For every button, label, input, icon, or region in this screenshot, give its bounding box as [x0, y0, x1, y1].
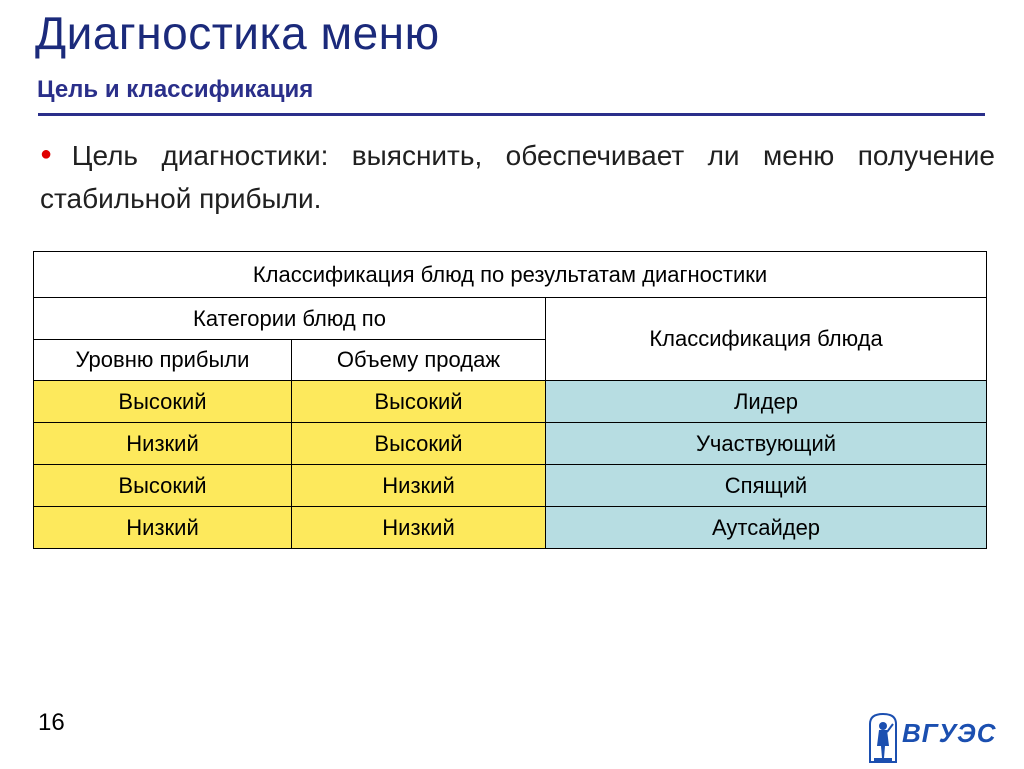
class-cell: Аутсайдер [546, 507, 987, 549]
class-cell: Спящий [546, 465, 987, 507]
bullet-dot-icon: ● [40, 143, 68, 165]
group-header: Категории блюд по [34, 298, 546, 340]
table-row [34, 423, 987, 465]
profit-cell: Высокий [34, 465, 292, 507]
volume-cell: Высокий [292, 381, 546, 423]
logo-text: ВГУЭС [902, 718, 997, 748]
page-subtitle: Цель и классификация [37, 76, 314, 103]
volume-header: Объему продаж [292, 340, 546, 381]
page-title: Диагностика меню [35, 7, 440, 59]
table-header-row [34, 298, 987, 340]
class-cell: Участвующий [546, 423, 987, 465]
university-logo [866, 712, 997, 764]
volume-cell: Низкий [292, 465, 546, 507]
table-caption: Классификация блюд по результатам диагностики [34, 252, 987, 298]
volume-cell: Высокий [292, 423, 546, 465]
class-cell: Лидер [546, 381, 987, 423]
table-row [34, 465, 987, 507]
classification-header: Классификация блюда [546, 298, 987, 381]
bullet-text: Цель диагностики: выяснить, обеспечивает ли меню получение стабильной прибыли. [40, 140, 995, 214]
page-number: 16 [38, 709, 65, 736]
volume-cell: Низкий [292, 507, 546, 549]
bullet-item [40, 136, 995, 219]
title-divider [38, 113, 985, 116]
profit-cell: Низкий [34, 507, 292, 549]
statue-emblem-icon [866, 712, 900, 764]
profit-header: Уровню прибыли [34, 340, 292, 381]
classification-table [33, 251, 987, 549]
table-caption-row [34, 252, 987, 298]
profit-cell: Высокий [34, 381, 292, 423]
profit-cell: Низкий [34, 423, 292, 465]
table-row [34, 507, 987, 549]
table-row [34, 381, 987, 423]
